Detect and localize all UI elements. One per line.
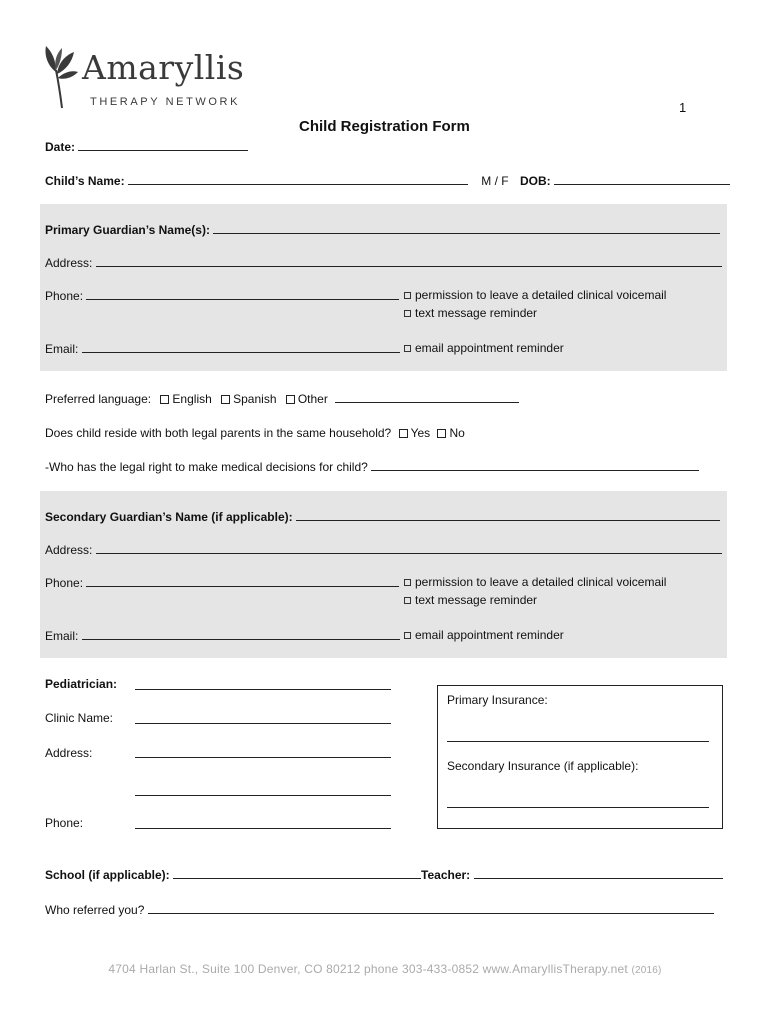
sex-label: M / F: [481, 174, 509, 188]
yes-checkbox[interactable]: [399, 429, 408, 438]
secondary-phone-field[interactable]: [86, 575, 399, 587]
clinic-name-label: Clinic Name:: [45, 711, 114, 725]
secondary-voicemail-option[interactable]: [404, 575, 666, 589]
secondary-email-label: Email:: [45, 629, 79, 643]
clinic-name-field[interactable]: [135, 712, 391, 724]
primary-name-field[interactable]: [213, 222, 720, 234]
medical-address-field-1[interactable]: [135, 746, 391, 758]
medical-address-field-2[interactable]: [135, 784, 391, 796]
child-name-row: [45, 173, 730, 188]
school-label: School (if applicable):: [45, 868, 170, 882]
email-reminder-checkbox[interactable]: [404, 345, 411, 352]
language-label: Preferred language:: [45, 392, 152, 406]
primary-email-row: [45, 341, 400, 356]
primary-address-label: Address:: [45, 256, 93, 270]
other-checkbox[interactable]: [286, 395, 295, 404]
school-field[interactable]: [173, 867, 421, 879]
secondary-name-field[interactable]: [296, 509, 720, 521]
secondary-phone-label: Phone:: [45, 576, 84, 590]
primary-email-label: Email:: [45, 342, 79, 356]
pediatrician-field[interactable]: [135, 678, 391, 690]
secondary-address-row: [45, 542, 722, 557]
secondary-insurance-label: Secondary Insurance (if applicable):: [447, 759, 639, 773]
dob-field[interactable]: [554, 173, 730, 185]
language-row: [45, 391, 519, 406]
primary-address-field[interactable]: [96, 255, 722, 267]
spanish-checkbox[interactable]: [221, 395, 230, 404]
legal-right-label: -Who has the legal right to make medical decisions for child?: [45, 460, 368, 474]
other-language-field[interactable]: [335, 391, 519, 403]
referred-row: [45, 902, 714, 917]
reside-question: Does child reside with both legal parents in the same household?: [45, 426, 392, 440]
primary-text-option[interactable]: [404, 306, 537, 320]
secondary-insurance-field[interactable]: [447, 796, 709, 808]
pediatrician-label: Pediatrician:: [45, 677, 118, 691]
medical-phone-label: Phone:: [45, 816, 84, 830]
primary-name-row: [45, 222, 720, 237]
child-name-label: Child’s Name:: [45, 174, 125, 188]
secondary-email-row: [45, 628, 400, 643]
date-row: [45, 139, 248, 154]
primary-phone-label: Phone:: [45, 289, 84, 303]
other-label: Other: [297, 392, 328, 406]
secondary-name-label: Secondary Guardian’s Name (if applicable):: [45, 510, 293, 524]
primary-phone-field[interactable]: [86, 288, 399, 300]
school-row: [45, 867, 723, 882]
date-field[interactable]: [78, 139, 248, 151]
primary-insurance-field[interactable]: [447, 730, 709, 742]
english-label: English: [172, 392, 212, 406]
yes-label: Yes: [410, 426, 431, 440]
referred-field[interactable]: [148, 902, 714, 914]
text-reminder-label: text message reminder: [415, 306, 538, 320]
teacher-field[interactable]: [474, 867, 723, 879]
reside-row: [45, 426, 465, 440]
logo-subtitle: THERAPY NETWORK: [90, 96, 241, 108]
medical-phone-field[interactable]: [135, 817, 391, 829]
spanish-label: Spanish: [233, 392, 277, 406]
text-reminder-checkbox[interactable]: [404, 310, 411, 317]
no-checkbox[interactable]: [437, 429, 446, 438]
text-reminder-label: text message reminder: [415, 593, 538, 607]
email-reminder-label: email appointment reminder: [415, 341, 564, 355]
secondary-name-row: [45, 509, 720, 524]
primary-address-row: [45, 255, 722, 270]
primary-email-option[interactable]: [404, 341, 564, 355]
primary-insurance-label: Primary Insurance:: [447, 693, 548, 707]
legal-right-row: [45, 459, 699, 474]
referred-label: Who referred you?: [45, 903, 145, 917]
teacher-label: Teacher:: [421, 868, 471, 882]
primary-name-label: Primary Guardian’s Name(s):: [45, 223, 210, 237]
secondary-address-field[interactable]: [96, 542, 722, 554]
voicemail-checkbox[interactable]: [404, 579, 411, 586]
text-reminder-checkbox[interactable]: [404, 597, 411, 604]
secondary-email-field[interactable]: [82, 628, 400, 640]
voicemail-label: permission to leave a detailed clinical voicemail: [415, 288, 667, 302]
no-label: No: [449, 426, 465, 440]
footer-year: (2016): [631, 965, 662, 976]
legal-right-field[interactable]: [371, 459, 699, 471]
dob-label: DOB:: [519, 174, 551, 188]
primary-email-field[interactable]: [82, 341, 400, 353]
email-reminder-checkbox[interactable]: [404, 632, 411, 639]
child-name-field[interactable]: [128, 173, 468, 185]
secondary-address-label: Address:: [45, 543, 93, 557]
primary-voicemail-option[interactable]: [404, 288, 666, 302]
form-title: Child Registration Form: [299, 118, 470, 135]
english-checkbox[interactable]: [160, 395, 169, 404]
secondary-email-option[interactable]: [404, 628, 564, 642]
footer: [0, 962, 770, 976]
primary-phone-row: [45, 288, 399, 303]
medical-address-label: Address:: [45, 746, 93, 760]
footer-address: 4704 Harlan St., Suite 100 Denver, CO 80212 phone 303-433-0852 www.AmaryllisTherapy.net: [108, 962, 628, 976]
amaryllis-flower-icon: [44, 44, 80, 110]
page-number: 1: [679, 100, 687, 115]
email-reminder-label: email appointment reminder: [415, 628, 564, 642]
secondary-text-option[interactable]: [404, 593, 537, 607]
voicemail-checkbox[interactable]: [404, 292, 411, 299]
date-label: Date:: [45, 140, 76, 154]
voicemail-label: permission to leave a detailed clinical voicemail: [415, 575, 667, 589]
logo-name: Amaryllis: [82, 48, 245, 87]
secondary-phone-row: [45, 575, 399, 590]
